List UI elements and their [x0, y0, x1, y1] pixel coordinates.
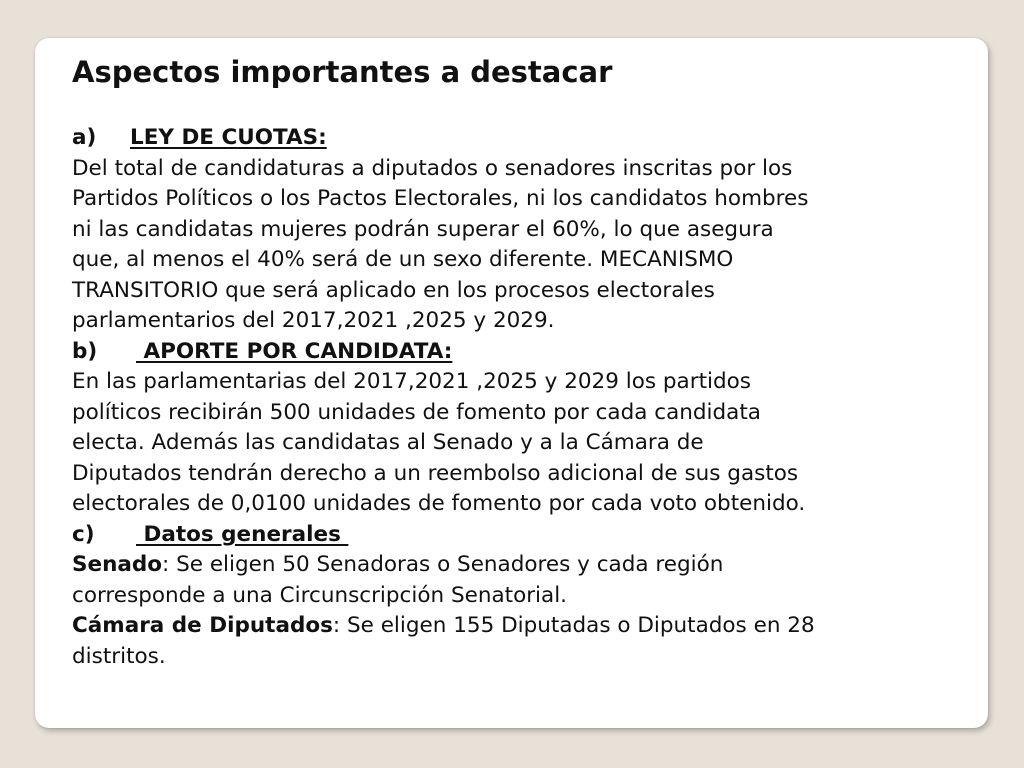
slide-body — [72, 123, 972, 672]
section-b-line-3: electa. Además las candidatas al Senado y a la Cámara de — [72, 430, 704, 455]
section-a-line-6: parlamentarios del 2017,2021 ,2025 y 2029. — [72, 308, 555, 333]
section-a-line-2: Partidos Políticos o los Pactos Electorales, ni los candidatos hombres — [72, 186, 809, 211]
senado-line-2: corresponde a una Circunscripción Senatorial. — [72, 582, 568, 608]
section-b-letter: b) — [72, 338, 98, 364]
section-a-line-3: ni las candidatas mujeres podrán superar el 60%, lo que asegura — [72, 216, 774, 242]
section-b-line-2: políticos recibirán 500 unidades de fomento por cada candidata — [72, 399, 761, 425]
slide-title: Aspectos importantes a destacar — [72, 55, 613, 89]
section-c-heading — [72, 520, 972, 551]
camara-text-1: : Se eligen 155 Diputadas o Diputados en 28 — [332, 613, 815, 638]
section-a-line-4: que, al menos el 40% será de un sexo diferente. MECANISMO — [72, 247, 734, 272]
senado-line-1 — [72, 550, 972, 581]
section-a-heading-text: LEY DE CUOTAS: — [130, 125, 327, 150]
camara-line-2: distritos. — [72, 643, 166, 669]
camara-term: Cámara de Diputados — [72, 613, 333, 638]
camara-line-1 — [72, 611, 972, 642]
senado-term: Senado — [72, 552, 163, 577]
section-b-heading — [72, 337, 972, 368]
section-b-line-5: electorales de 0,0100 unidades de fomento por cada voto obtenido. — [72, 491, 806, 516]
section-a-line-1: Del total de candidaturas a diputados o senadores inscritas por los — [72, 155, 793, 181]
section-b-line-1: En las parlamentarias del 2017,2021 ,2025 y 2029 los partidos — [72, 369, 751, 394]
section-c-letter: c) — [72, 521, 95, 547]
section-a-heading — [72, 123, 972, 154]
senado-text-1: : Se eligen 50 Senadoras o Senadores y cada región — [162, 552, 724, 577]
section-a-line-5: TRANSITORIO que será aplicado en los procesos electorales — [72, 277, 715, 303]
section-a-letter: a) — [72, 125, 97, 150]
section-b-heading-text: APORTE POR CANDIDATA: — [136, 338, 453, 364]
section-c-heading-text: Datos generales — [136, 521, 349, 547]
section-b-line-4: Diputados tendrán derecho a un reembolso adicional de sus gastos — [72, 460, 799, 486]
